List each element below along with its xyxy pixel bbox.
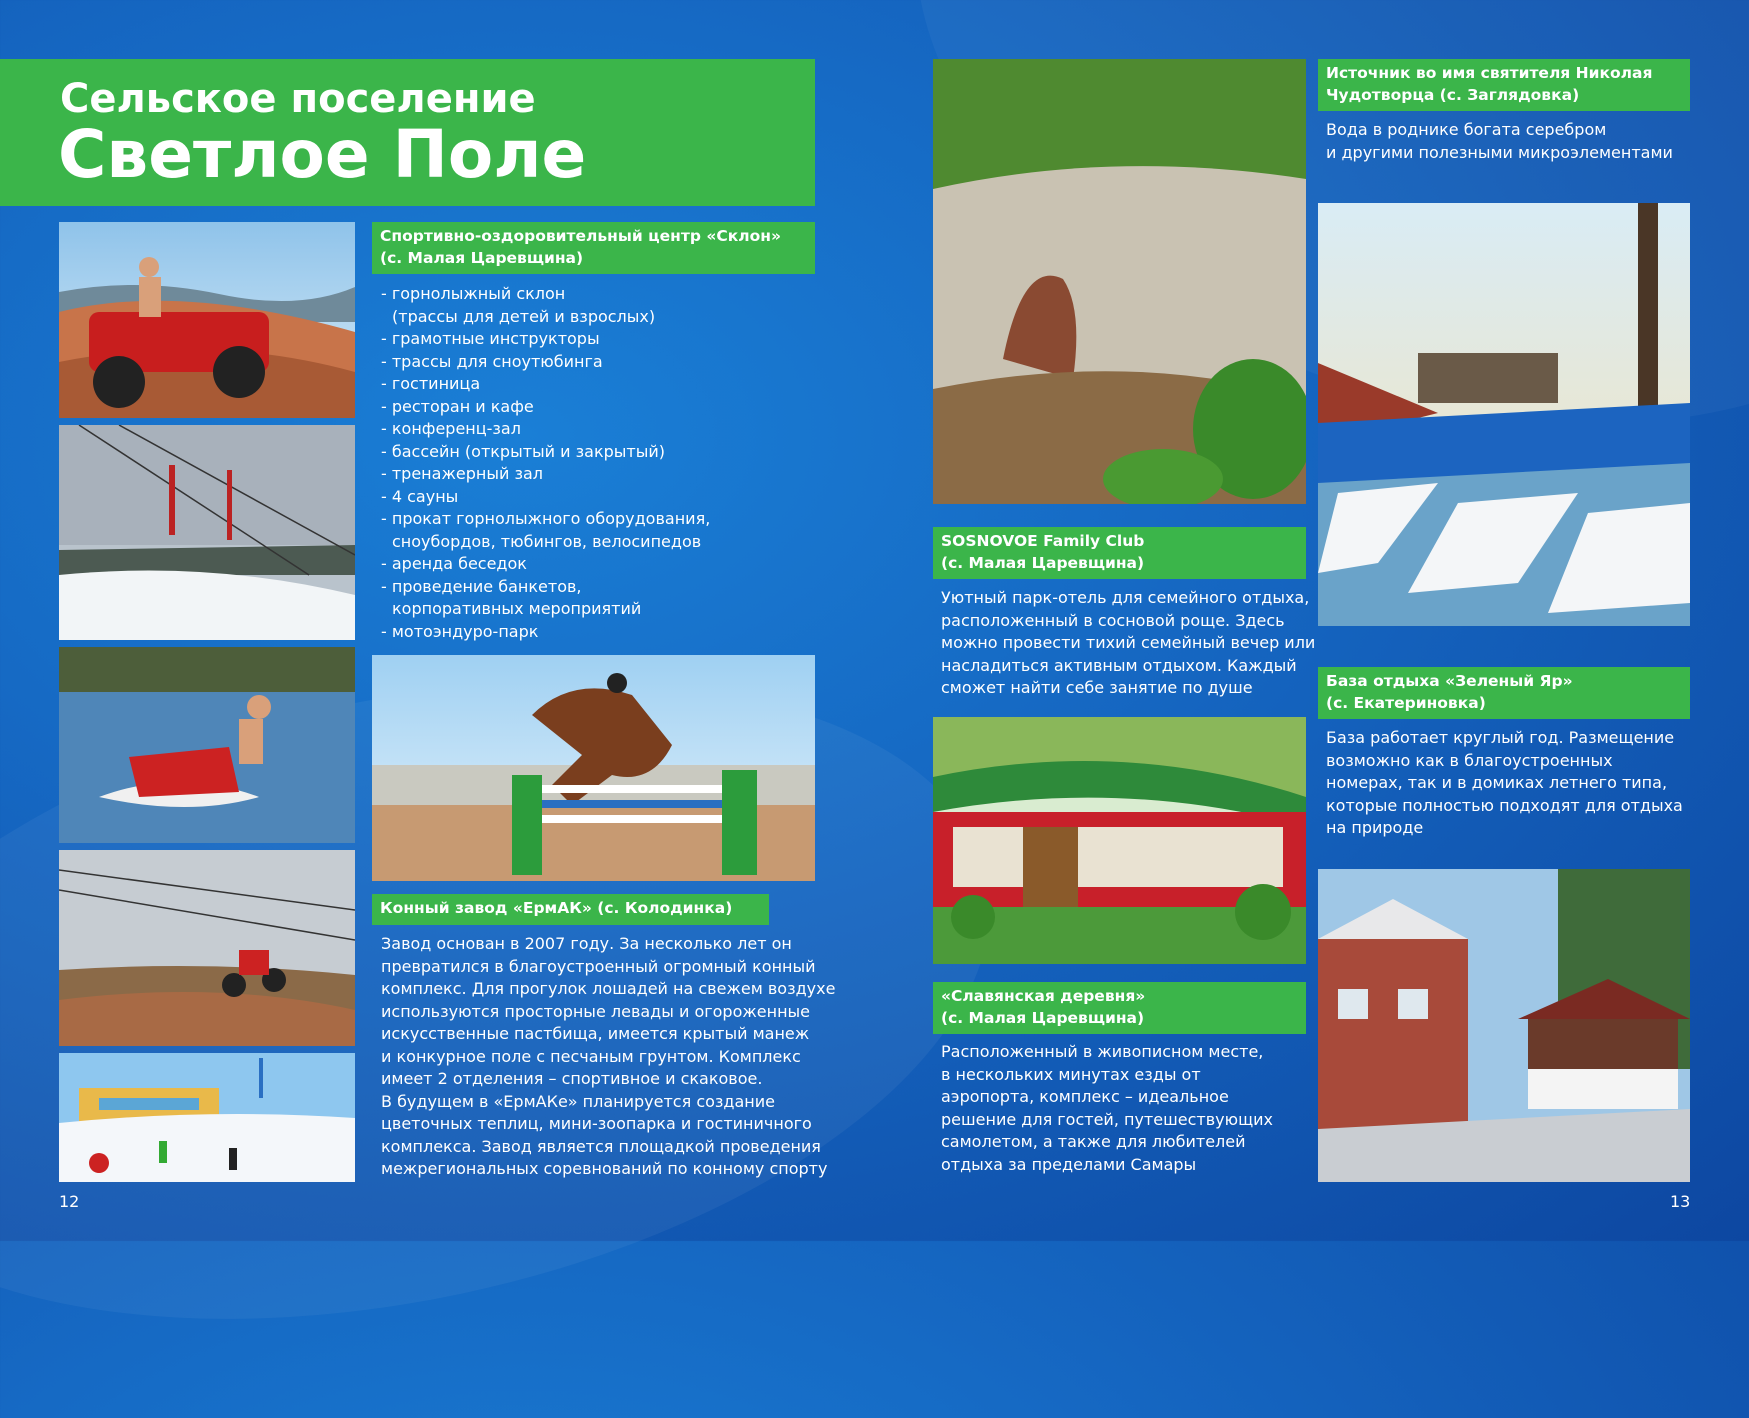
text-line: и другими полезными микроэлементами — [1326, 142, 1673, 162]
list-item: - мотоэндуро-парк — [381, 621, 539, 641]
page-title: Светлое Поле — [58, 116, 587, 193]
sosnovoe-description — [941, 587, 1315, 700]
heading-line: Спортивно-оздоровительный центр «Склон» — [380, 227, 781, 245]
slavyanskaya-description — [941, 1041, 1273, 1176]
photo-show-jumping — [372, 655, 815, 881]
text-line: Уютный парк-отель для семейного отдыха, — [941, 588, 1310, 607]
list-item: - 4 сауны — [381, 486, 459, 506]
list-item: - конференц-зал — [381, 419, 521, 438]
text-line: которые полностью подходят для отдыха — [1326, 795, 1683, 815]
section-heading-istochnik — [1318, 59, 1690, 111]
photo-slavyanskaya-derevnya — [933, 717, 1306, 964]
heading-line: (с. Малая Царевщина) — [941, 554, 1145, 572]
text-line: насладиться активным отдыхом. Каждый — [941, 655, 1297, 675]
text-line: и конкурное поле с песчаным грунтом. Комплекс — [381, 1046, 801, 1066]
photo-motocross — [59, 850, 355, 1046]
text-line: Вода в роднике богата серебром — [1326, 120, 1607, 139]
heading-line: (с. Малая Царевщина) — [941, 1009, 1145, 1027]
list-item: - трассы для сноутюбинга — [381, 351, 603, 371]
photo-ski-resort — [59, 1053, 355, 1182]
photo-zeleny-yar — [1318, 869, 1690, 1182]
heading-line: (с. Малая Царевщина) — [380, 249, 584, 267]
heading-line: SOSNOVOE Family Club — [941, 532, 1145, 550]
list-item: - горнолыжный склон — [381, 284, 566, 303]
section-heading-sklon — [372, 222, 815, 274]
heading-line: Чудотворца (с. Заглядовка) — [1326, 86, 1580, 104]
text-line: используются просторные левады и огороженные — [381, 1001, 811, 1021]
heading-line: (с. Екатериновка) — [1326, 694, 1486, 712]
list-item: - ресторан и кафе — [381, 396, 534, 416]
list-item: - тренажерный зал — [381, 464, 543, 483]
text-line: превратился в благоустроенный огромный конный — [381, 956, 816, 976]
list-item: корпоративных мероприятий — [392, 599, 642, 618]
list-item: - прокат горнолыжного оборудования, — [381, 509, 711, 528]
text-line: Завод основан в 2007 году. За несколько лет он — [381, 934, 792, 953]
ermak-description — [381, 933, 835, 1181]
text-line: аэропорта, комплекс – идеальное — [941, 1087, 1229, 1106]
photo-atv — [59, 222, 355, 418]
text-line: номерах, так и в домиках летнего типа, — [1326, 773, 1668, 792]
section-heading-zeleny-yar — [1318, 667, 1690, 719]
text-line: можно провести тихий семейный вечер или — [941, 633, 1316, 652]
heading-line: Конный завод «ЕрмАК» (с. Колодинка) — [380, 899, 733, 917]
list-item: - гостиница — [381, 374, 481, 393]
section-heading-slavyanskaya — [933, 982, 1306, 1034]
list-item: - бассейн (открытый и закрытый) — [381, 441, 665, 461]
text-line: цветочных теплиц, мини-зоопарка и гостиничного — [381, 1114, 812, 1133]
heading-line: Источник во имя святителя Николая — [1326, 64, 1653, 82]
text-line: комплекса. Завод является площадкой проведения — [381, 1136, 821, 1156]
sklon-features-list — [381, 283, 710, 643]
photo-pool — [1318, 203, 1690, 626]
heading-line: База отдыха «Зеленый Яр» — [1326, 672, 1573, 690]
istochnik-description — [1326, 119, 1673, 164]
text-line: искусственные пастбища, имеется крытый манеж — [381, 1024, 810, 1043]
page-subtitle: Сельское поселение — [60, 76, 536, 122]
zeleny-yar-description — [1326, 727, 1683, 840]
page-number-right: 13 — [1670, 1192, 1691, 1211]
list-item: (трассы для детей и взрослых) — [392, 306, 656, 326]
section-heading-ermak — [372, 894, 769, 925]
list-item: - грамотные инструкторы — [381, 329, 600, 348]
photo-ski-lift — [59, 425, 355, 640]
text-line: имеет 2 отделения – спортивное и скаковое. — [381, 1069, 763, 1088]
text-line: сможет найти себе занятие по душе — [941, 678, 1253, 697]
list-item: - проведение банкетов, — [381, 576, 582, 596]
heading-line: «Славянская деревня» — [941, 987, 1146, 1005]
text-line: возможно как в благоустроенных — [1326, 750, 1613, 770]
list-item: сноубордов, тюбингов, велосипедов — [392, 531, 702, 551]
text-line: отдыха за пределами Самары — [941, 1154, 1197, 1174]
text-line: межрегиональных соревнований по конному спорту — [381, 1159, 828, 1178]
page-number-left: 12 — [59, 1192, 80, 1211]
text-line: База работает круглый год. Размещение — [1326, 728, 1675, 747]
photo-holy-spring — [933, 59, 1306, 504]
text-line: в нескольких минутах езды от — [941, 1064, 1201, 1084]
text-line: расположенный в сосновой роще. Здесь — [941, 610, 1285, 630]
text-line: на природе — [1326, 818, 1424, 837]
section-heading-sosnovoe — [933, 527, 1306, 579]
list-item: - аренда беседок — [381, 554, 527, 573]
text-line: В будущем в «ЕрмАКе» планируется создание — [381, 1091, 775, 1111]
text-line: Расположенный в живописном месте, — [941, 1042, 1264, 1061]
text-line: самолетом, а также для любителей — [941, 1132, 1246, 1151]
text-line: решение для гостей, путешествующих — [941, 1109, 1273, 1129]
photo-jet-ski — [59, 647, 355, 843]
text-line: комплекс. Для прогулок лошадей на свежем воздухе — [381, 979, 836, 998]
